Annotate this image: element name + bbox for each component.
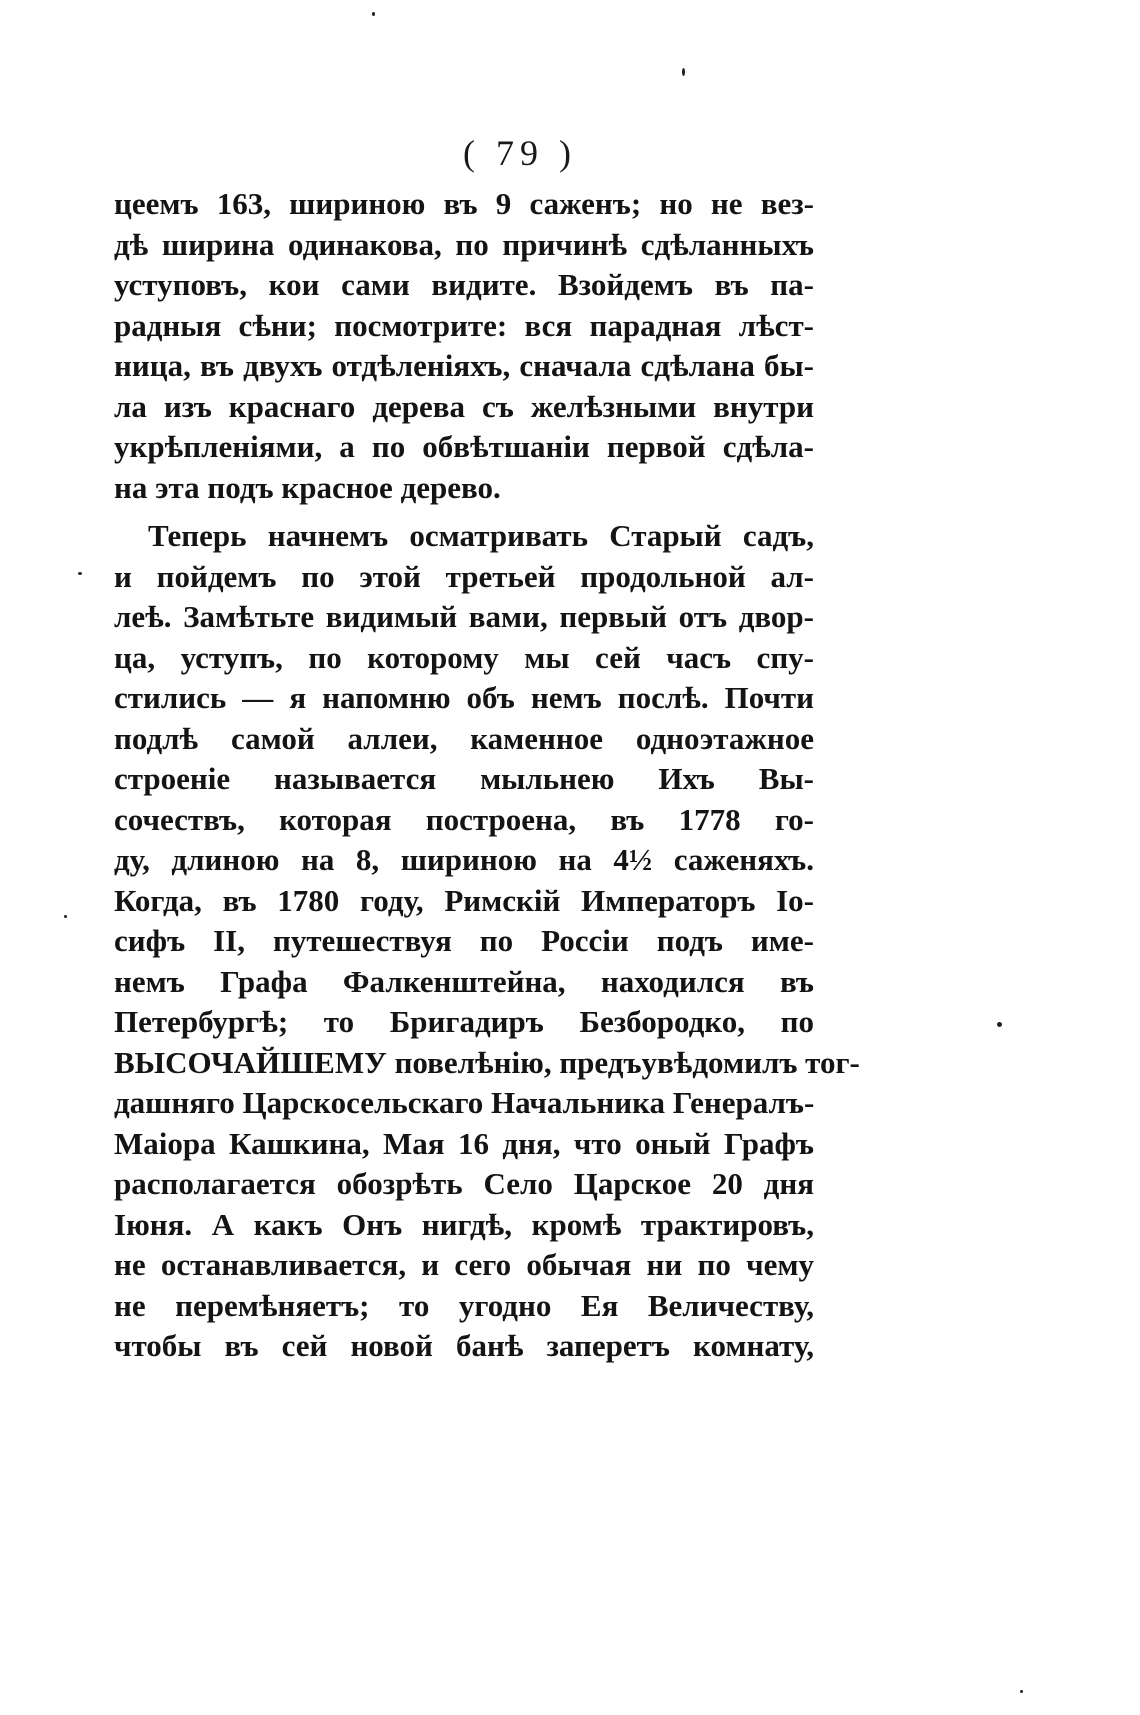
scan-speck: [372, 12, 375, 16]
text-line: Теперь начнемъ осматривать Старый садъ,: [148, 518, 814, 553]
text-line: сочествъ, которая построена, въ 1778 го-: [114, 801, 814, 837]
text-line: стились — я напомню объ немъ послѣ. Почти: [114, 680, 814, 715]
text-line: дѣ ширина одинакова, по причинѣ сдѣланныхъ: [114, 226, 814, 262]
text-line: ду, длиною на 8, шириною на 4½ саженяхъ.: [114, 842, 814, 877]
text-line: цеемъ 163, шириною въ 9 саженъ; но не вез-: [114, 186, 814, 221]
text-line: чтобы въ сей новой банѣ заперетъ комнату,: [114, 1328, 814, 1363]
text-line: подлѣ самой аллеи, каменное одноэтажное: [114, 720, 814, 756]
scan-speck: [64, 915, 67, 918]
text-line: дашняго Царскосельскаго Начальника Генералъ-: [114, 1085, 815, 1120]
scan-speck: [997, 1022, 1002, 1027]
scan-speck: [78, 572, 82, 575]
text-line: ВЫСОЧАЙШЕМУ повелѣнію, предъувѣдомилъ тог-: [114, 1044, 860, 1080]
text-line: радныя сѣни; посмотрите: вся парадная лѣст-: [114, 307, 814, 343]
paragraph-2: [114, 516, 860, 1367]
text-line: сифъ II, путешествуя по Россіи подъ име-: [114, 923, 814, 958]
text-line: укрѣпленіями, а по обвѣтшаніи первой сдѣла-: [114, 429, 814, 464]
text-line: ла изъ краснаго дерева съ желѣзными внутри: [114, 388, 814, 424]
paragraph-1: [114, 184, 814, 508]
text-line: уступовъ, кои сами видите. Взойдемъ въ па-: [114, 267, 814, 302]
scan-speck: [682, 68, 685, 76]
text-line: не перемѣняетъ; то угодно Ея Величеству,: [114, 1287, 814, 1323]
text-line: Когда, въ 1780 году, Римскій Императоръ Іо-: [114, 882, 814, 918]
text-line: ница, въ двухъ отдѣленіяхъ, сначала сдѣлана бы-: [114, 348, 814, 383]
page-number: ( 79 ): [463, 133, 577, 173]
text-line: на эта подъ красное дерево.: [114, 469, 501, 505]
text-line: и пойдемъ по этой третьей продольной ал-: [114, 558, 814, 594]
text-line: ца, уступъ, по которому мы сей часъ спу-: [114, 639, 814, 675]
text-line: леѣ. Замѣтьте видимый вами, первый отъ двор-: [114, 599, 814, 634]
text-line: Маіора Кашкина, Мая 16 дня, что оный Графъ: [114, 1125, 814, 1161]
text-line: немъ Графа Фалкенштейна, находился въ: [114, 963, 814, 999]
text-line: строеніе называется мыльнею Ихъ Вы-: [114, 761, 814, 796]
scan-speck: [1020, 1690, 1023, 1693]
text-line: Іюня. А какъ Онъ нигдѣ, кромѣ трактировъ,: [114, 1206, 814, 1242]
text-line: не останавливается, и сего обычая ни по чему: [114, 1247, 814, 1282]
text-line: Петербургѣ; то Бригадиръ Безбородко, по: [114, 1004, 814, 1039]
text-line: располагается обозрѣть Село Царское 20 дня: [114, 1166, 814, 1201]
